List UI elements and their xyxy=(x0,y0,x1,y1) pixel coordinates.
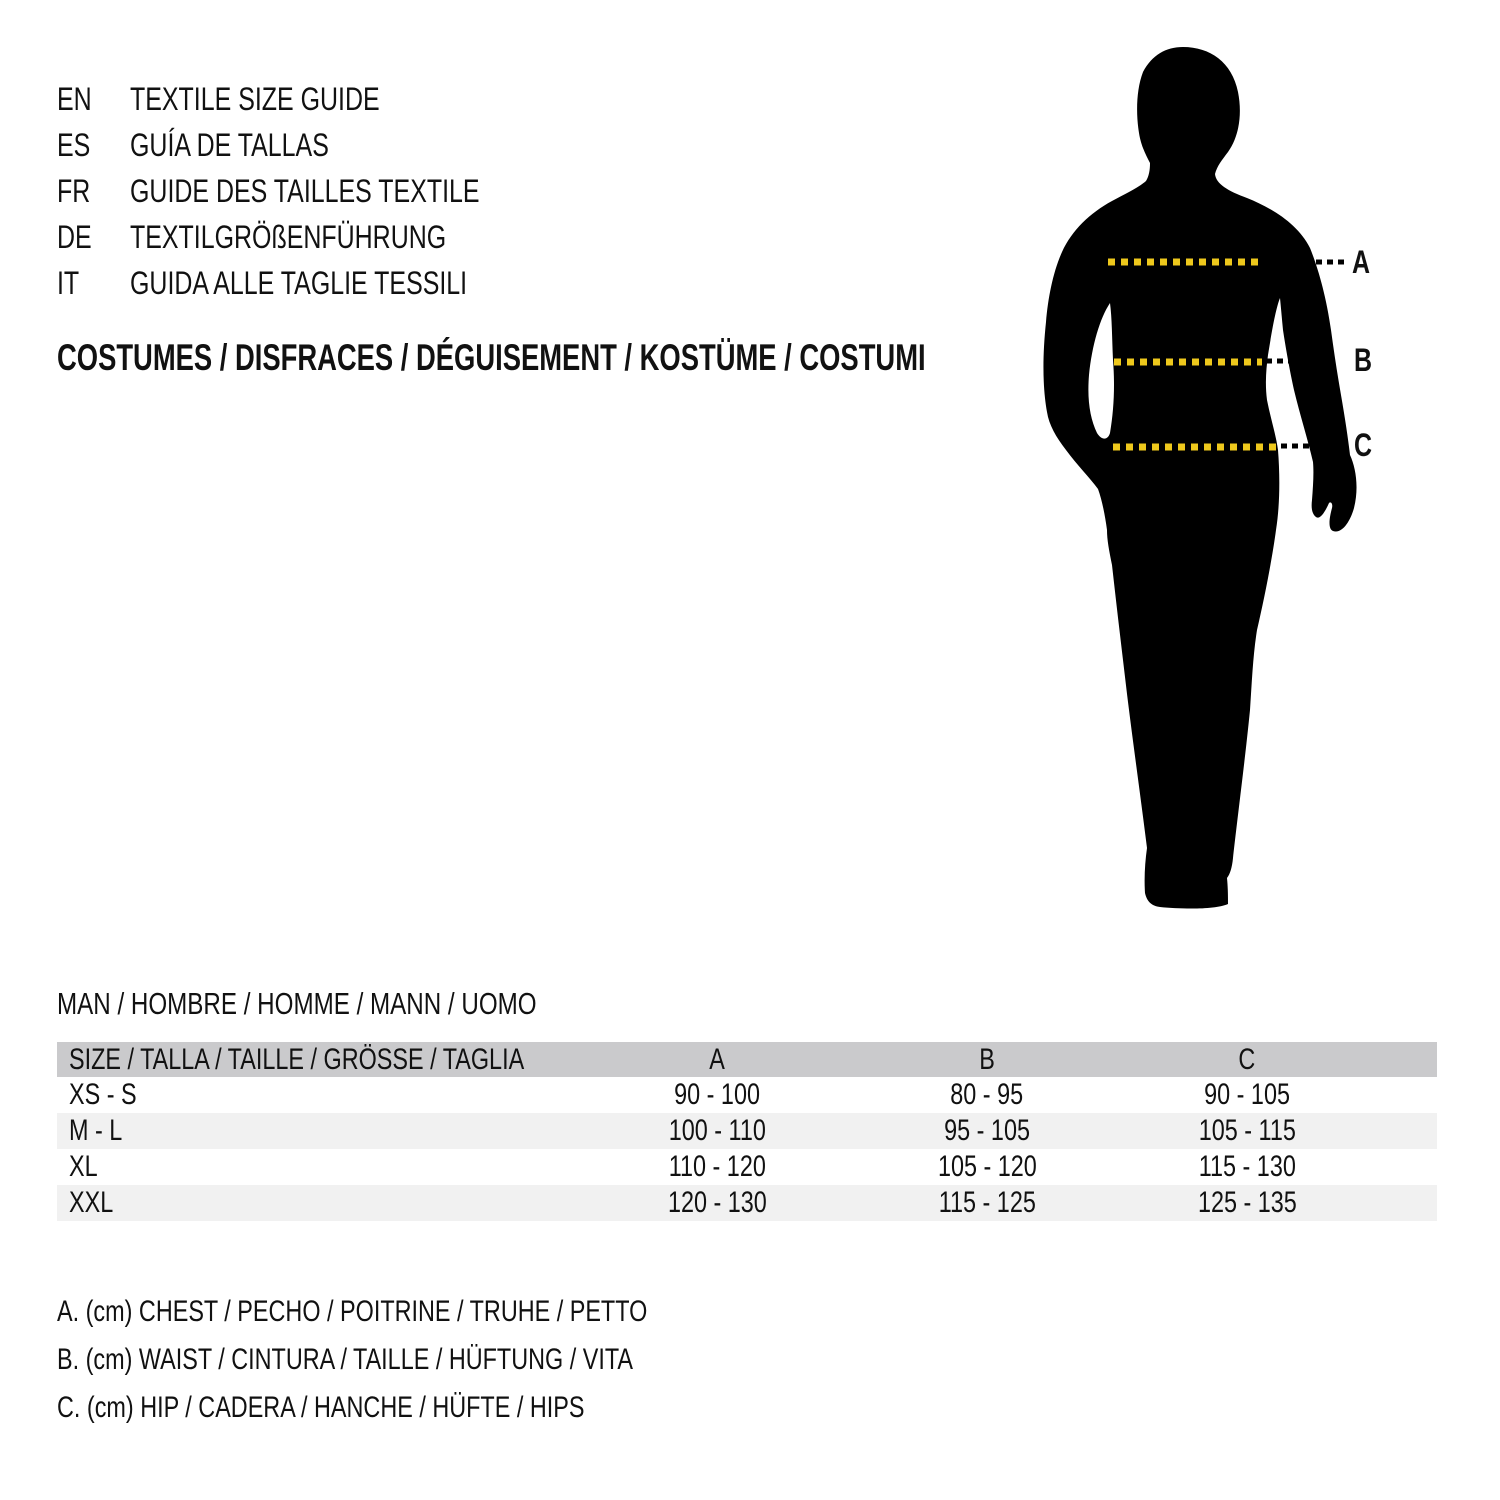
language-row xyxy=(57,168,578,214)
man-silhouette xyxy=(1043,47,1356,909)
language-title: GUIDA ALLE TAGLIE TESSILI xyxy=(130,264,468,301)
language-row xyxy=(57,214,578,260)
size-table xyxy=(57,1042,1437,1221)
language-title: TEXTILGRÖßENFÜHRUNG xyxy=(130,218,447,255)
filler-cell xyxy=(1377,1077,1437,1113)
table-row xyxy=(57,1113,1437,1149)
man-silhouette-figure xyxy=(1030,40,1380,940)
language-row xyxy=(57,260,578,306)
value-cell-a: 100 - 110 xyxy=(668,1114,766,1147)
filler-cell xyxy=(1377,1113,1437,1149)
size-cell: M - L xyxy=(69,1114,123,1147)
size-table-header-row xyxy=(57,1042,1437,1077)
header-col-b: B xyxy=(979,1042,995,1076)
section-title-man: MAN / HOMBRE / HOMME / MANN / UOMO xyxy=(57,986,537,1021)
marker-label-waist: B xyxy=(1354,342,1373,378)
value-cell-b: 105 - 120 xyxy=(937,1150,1037,1183)
size-cell: XXL xyxy=(69,1186,114,1219)
legend-key: B. xyxy=(57,1343,80,1376)
legend-label: WAIST / CINTURA / TAILLE / HÜFTUNG / VITA xyxy=(138,1343,633,1376)
value-cell-a: 110 - 120 xyxy=(668,1150,766,1183)
header-col-c: C xyxy=(1238,1042,1256,1076)
filler-cell xyxy=(1377,1149,1437,1185)
value-cell-a: 120 - 130 xyxy=(667,1186,767,1219)
legend-key: A. xyxy=(57,1295,80,1328)
language-title: GUÍA DE TALLAS xyxy=(130,126,329,163)
legend-key: C. xyxy=(57,1391,81,1424)
header-size-label: SIZE / TALLA / TAILLE / GRÖSSE / TAGLIA xyxy=(69,1042,525,1076)
language-code: DE xyxy=(57,218,92,255)
size-cell: XL xyxy=(69,1150,98,1183)
table-row xyxy=(57,1149,1437,1185)
size-table-container xyxy=(57,1042,1437,1221)
language-row xyxy=(57,76,578,122)
table-row xyxy=(57,1185,1437,1221)
legend-unit: (cm) xyxy=(85,1343,133,1376)
header-col-a: A xyxy=(709,1042,725,1076)
legend-line-hip xyxy=(57,1384,814,1432)
legend-unit: (cm) xyxy=(85,1295,133,1328)
value-cell-b: 80 - 95 xyxy=(950,1078,1024,1111)
value-cell-c: 90 - 105 xyxy=(1204,1078,1290,1111)
language-code: EN xyxy=(57,80,92,117)
measurement-legend xyxy=(57,1288,814,1432)
language-title: TEXTILE SIZE GUIDE xyxy=(130,80,380,117)
filler-cell xyxy=(1377,1185,1437,1221)
size-cell: XS - S xyxy=(69,1078,137,1111)
marker-label-hip: C xyxy=(1354,427,1373,463)
value-cell-b: 115 - 125 xyxy=(938,1186,1036,1219)
value-cell-c: 125 - 135 xyxy=(1197,1186,1297,1219)
language-code: IT xyxy=(57,264,80,301)
category-title: COSTUMES / DISFRACES / DÉGUISEMENT / KOSTÜME / COSTUMI xyxy=(57,337,926,378)
legend-label: HIP / CADERA / HANCHE / HÜFTE / HIPS xyxy=(140,1391,585,1424)
language-code: FR xyxy=(57,172,91,209)
legend-line-waist xyxy=(57,1336,814,1384)
value-cell-c: 105 - 115 xyxy=(1198,1114,1296,1147)
value-cell-a: 90 - 100 xyxy=(674,1078,760,1111)
legend-label: CHEST / PECHO / POITRINE / TRUHE / PETTO xyxy=(138,1295,648,1328)
language-code: ES xyxy=(57,126,91,163)
language-title-list xyxy=(57,76,578,306)
language-row xyxy=(57,122,578,168)
language-title: GUIDE DES TAILLES TEXTILE xyxy=(130,172,480,209)
value-cell-c: 115 - 130 xyxy=(1198,1150,1296,1183)
marker-label-chest: A xyxy=(1352,244,1371,280)
header-filler xyxy=(1377,1042,1437,1077)
legend-line-chest xyxy=(57,1288,814,1336)
table-row xyxy=(57,1077,1437,1113)
legend-unit: (cm) xyxy=(86,1391,134,1424)
value-cell-b: 95 - 105 xyxy=(944,1114,1030,1147)
